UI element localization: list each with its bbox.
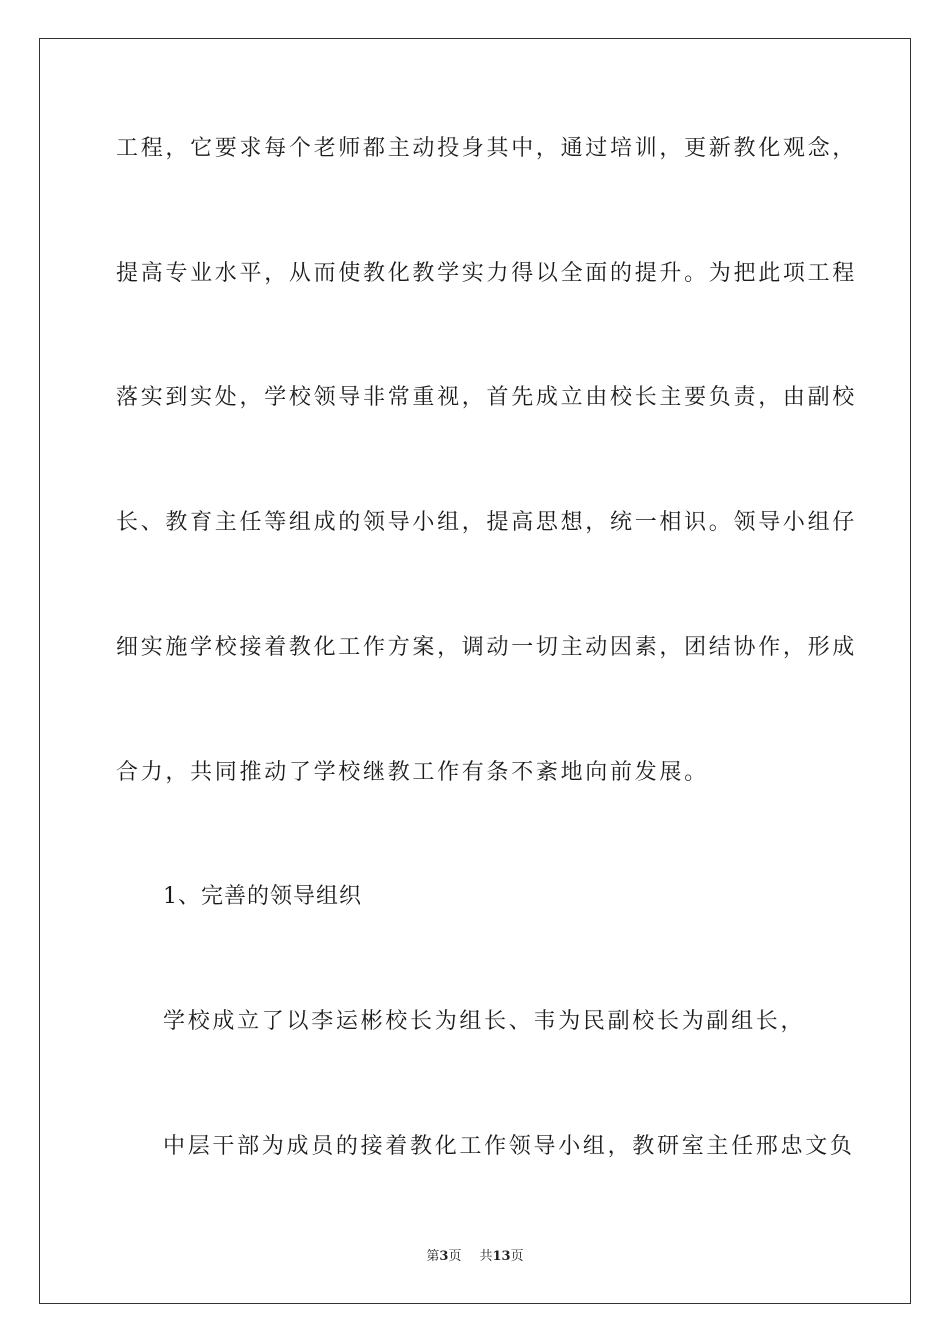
body-line-2: 提高专业水平，从而使教化教学实力得以全面的提升。为把此项工程 (116, 261, 858, 286)
body-line-4: 长、教育主任等组成的领导小组，提高思想，统一相识。领导小组仔 (116, 510, 858, 535)
footer-page-prefix: 第 (426, 1249, 440, 1264)
footer-total-suffix: 页 (510, 1249, 524, 1264)
footer-total-pages: 13 (492, 1249, 511, 1264)
section-heading: 1、完善的领导组织 (163, 884, 362, 909)
footer-total-prefix: 共 (479, 1249, 493, 1264)
body-line-6: 合力，共同推动了学校继教工作有条不紊地向前发展。 (116, 760, 709, 785)
body-line-1: 工程，它要求每个老师都主动投身其中，通过培训，更新教化观念， (116, 136, 858, 161)
section-line-1: 学校成立了以李运彬校长为组长、韦为民副校长为副组长， (163, 1009, 806, 1034)
footer-current-page: 3 (439, 1249, 449, 1264)
body-line-5: 细实施学校接着教化工作方案，调动一切主动因素，团结协作，形成 (116, 635, 858, 660)
body-line-3: 落实到实处，学校领导非常重视，首先成立由校长主要负责，由副校 (116, 385, 858, 410)
page-footer (0, 1249, 950, 1265)
page-border (39, 38, 911, 1304)
section-line-2: 中层干部为成员的接着教化工作领导小组，教研室主任邢忠文负 (163, 1134, 855, 1159)
footer-page-suffix: 页 (448, 1249, 462, 1264)
